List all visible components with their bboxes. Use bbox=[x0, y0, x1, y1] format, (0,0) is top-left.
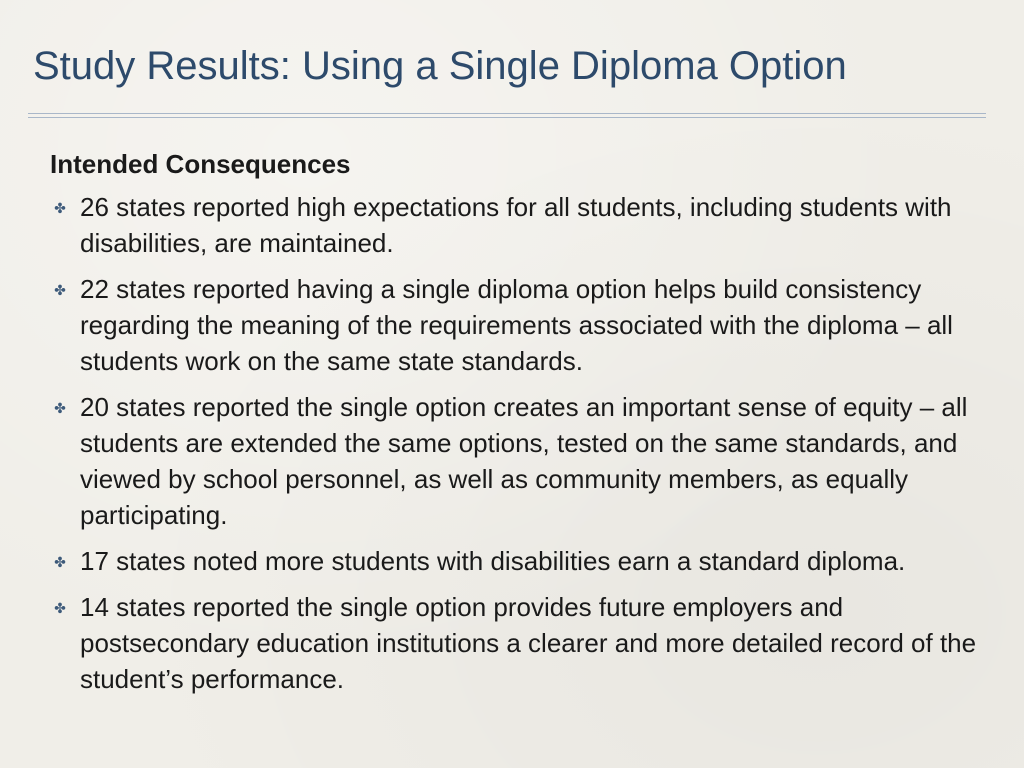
bullet-list bbox=[50, 189, 990, 697]
section-heading: Intended Consequences bbox=[50, 149, 351, 179]
fleuron-bullet-icon: ✤ bbox=[54, 600, 66, 616]
bullet-text: 26 states reported high expectations for all students, including students with disabilities, are maintained. bbox=[80, 192, 952, 258]
bullet-item bbox=[50, 543, 990, 579]
bullet-text: 17 states noted more students with disabilities earn a standard diploma. bbox=[80, 546, 906, 576]
fleuron-bullet-icon: ✤ bbox=[54, 282, 66, 298]
fleuron-bullet-icon: ✤ bbox=[54, 400, 66, 416]
bullet-item bbox=[50, 389, 990, 533]
fleuron-bullet-icon: ✤ bbox=[54, 554, 66, 570]
slide-title: Study Results: Using a Single Diploma Option bbox=[33, 44, 847, 88]
bullet-text: 14 states reported the single option provides future employers and postsecondary education institutions a clearer and more detailed record of the student’s performance. bbox=[80, 592, 977, 694]
title-divider-bottom bbox=[28, 117, 986, 118]
bullet-item bbox=[50, 271, 990, 379]
bullet-item bbox=[50, 589, 990, 697]
bullet-text: 20 states reported the single option creates an important sense of equity – all students are extended the same options, tested on the same standards, and viewed by school personnel, as well as community members, as equally participating. bbox=[80, 392, 968, 530]
title-divider-top bbox=[28, 113, 986, 114]
slide-content bbox=[50, 147, 990, 707]
fleuron-bullet-icon: ✤ bbox=[54, 200, 66, 216]
bullet-text: 22 states reported having a single diploma option helps build consistency regarding the meaning of the requirements associated with the diploma – all students work on the same state standards. bbox=[80, 274, 953, 376]
bullet-item bbox=[50, 189, 990, 261]
